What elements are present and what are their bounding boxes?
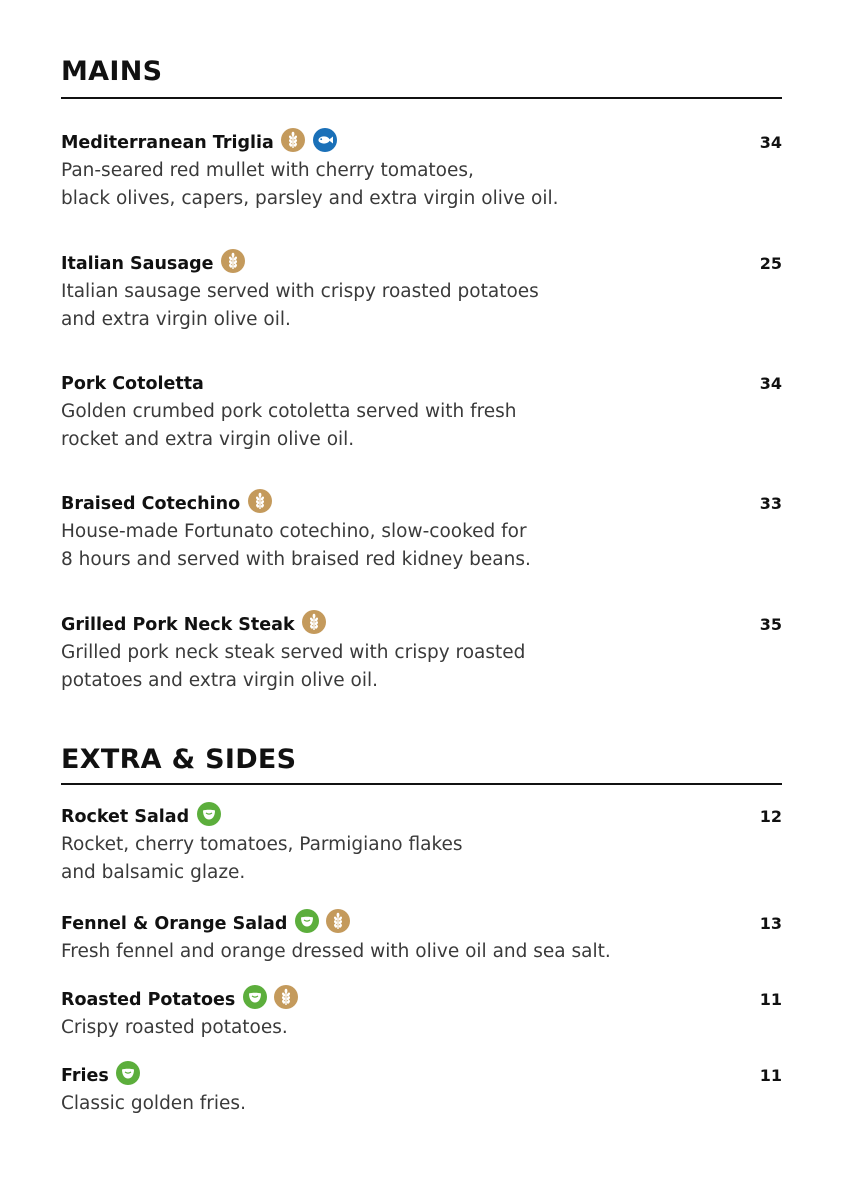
item-description: House-made Fortunato cotechino, slow-cooked for 8 hours and served with braised red kidney beans. [61, 521, 531, 570]
item-description: Rocket, cherry tomatoes, Parmigiano flakes and balsamic glaze. [61, 834, 463, 883]
gluten-icon [221, 249, 245, 273]
item-price: 25 [759, 254, 782, 273]
menu-item [61, 986, 782, 1042]
vegetarian-icon [295, 909, 319, 933]
gluten-icon [274, 985, 298, 1009]
item-name: Pork Cotoletta [61, 374, 204, 394]
item-description: Grilled pork neck steak served with crispy roasted potatoes and extra virgin olive oil. [61, 642, 526, 691]
gluten-icon [302, 610, 326, 634]
item-price: 11 [759, 990, 782, 1009]
item-price: 11 [759, 1066, 782, 1085]
item-name: Roasted Potatoes [61, 990, 236, 1010]
item-description: Classic golden fries. [61, 1093, 246, 1114]
menu-item [61, 129, 782, 213]
item-description: Golden crumbed pork cotoletta served with fresh rocket and extra virgin olive oil. [61, 401, 517, 450]
menu-item [61, 611, 782, 695]
vegetarian-icon [116, 1061, 140, 1085]
menu-item [61, 910, 782, 966]
menu-item [61, 490, 782, 574]
vegetarian-icon [197, 802, 221, 826]
section-title-mains: MAINS [61, 56, 163, 87]
item-description: Italian sausage served with crispy roasted potatoes and extra virgin olive oil. [61, 281, 539, 330]
item-price: 12 [759, 807, 782, 826]
item-name: Braised Cotechino [61, 494, 241, 514]
gluten-icon [281, 128, 305, 152]
seafood-icon [313, 128, 337, 152]
item-name: Grilled Pork Neck Steak [61, 615, 295, 635]
section-divider [61, 97, 782, 99]
item-name: Fennel & Orange Salad [61, 914, 288, 934]
section-title-extra-sides: EXTRA & SIDES [61, 744, 297, 775]
item-description: Crispy roasted potatoes. [61, 1017, 288, 1038]
item-price: 34 [759, 133, 782, 152]
item-name: Fries [61, 1066, 109, 1086]
menu-item [61, 370, 782, 454]
item-price: 13 [759, 914, 782, 933]
gluten-icon [248, 489, 272, 513]
item-name: Mediterranean Triglia [61, 133, 274, 153]
item-description: Pan-seared red mullet with cherry tomatoes, black olives, capers, parsley and extra virgin olive oil. [61, 160, 559, 209]
menu-item [61, 250, 782, 334]
menu-item [61, 803, 782, 887]
item-name: Italian Sausage [61, 254, 214, 274]
item-price: 33 [759, 494, 782, 513]
gluten-icon [326, 909, 350, 933]
item-name: Rocket Salad [61, 807, 190, 827]
item-price: 34 [759, 374, 782, 393]
item-description: Fresh fennel and orange dressed with olive oil and sea salt. [61, 941, 611, 962]
section-divider [61, 783, 782, 785]
vegetarian-icon [243, 985, 267, 1009]
menu-item [61, 1062, 782, 1118]
item-price: 35 [759, 615, 782, 634]
